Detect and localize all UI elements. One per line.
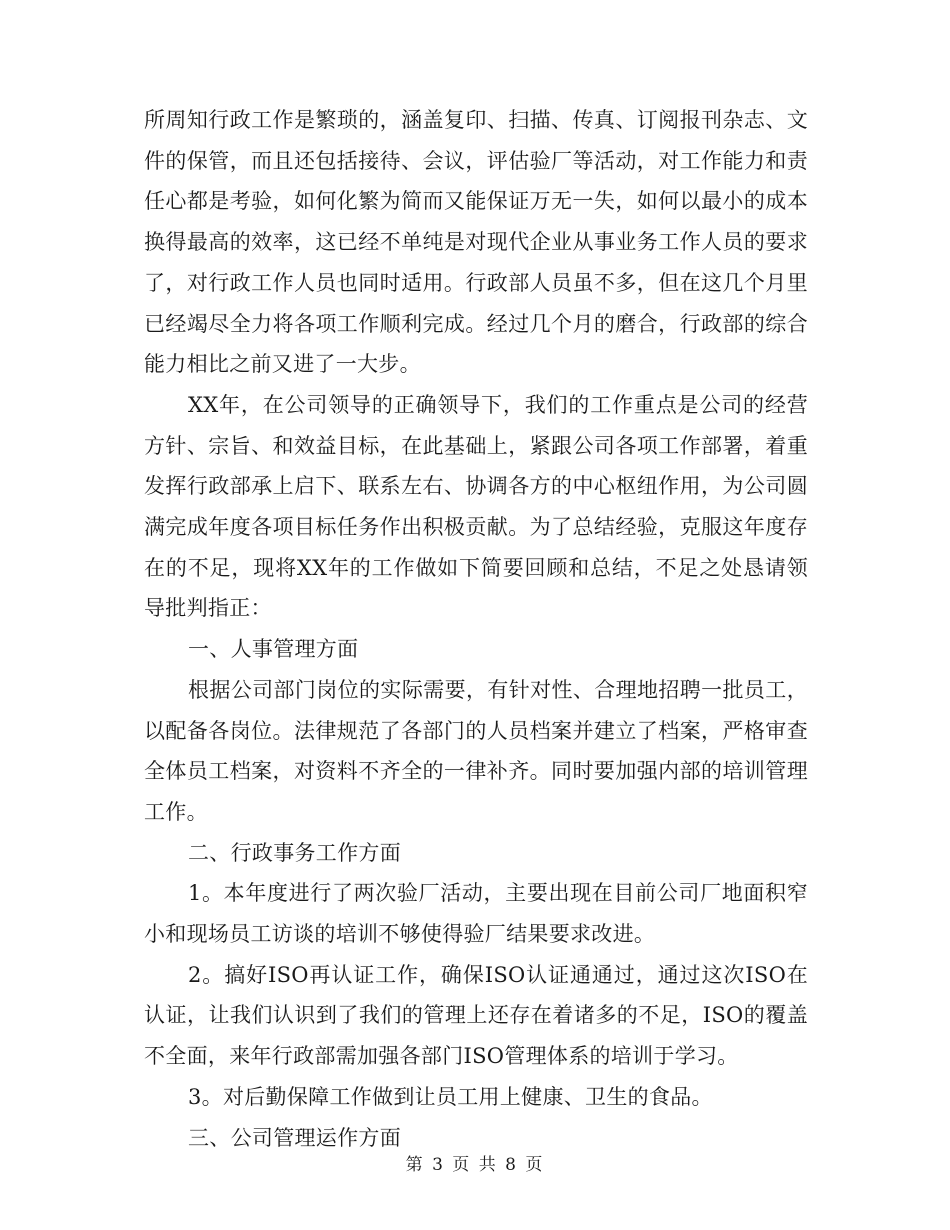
section-heading: 一、人事管理方面 bbox=[188, 637, 359, 662]
list-item: 1。本年度进行了两次验厂活动，主要出现在目前公司厂地面积窄小和现场员工访谈的培训不够使得验厂结果要求改进。 bbox=[144, 881, 808, 947]
paragraph: XX年，在公司领导的正确领导下，我们的工作重点是公司的经营方针、宗旨、和效益目标，在此基础上，紧跟公司各项工作部署，着重发挥行政部承上启下、联系左右、协调各方的中心枢纽作用，为公司圆满完成年度各项目标任务作出积极贡献。为了总结经验，克服这年度存在的不足，现将XX年的工作做如下简要回顾和总结，不足之处恳请领导批判指正： bbox=[144, 392, 808, 621]
section-heading: 三、公司管理运作方面 bbox=[188, 1125, 401, 1150]
paragraph: 根据公司部门岗位的实际需要，有针对性、合理地招聘一批员工，以配备各岗位。法律规范了各部门的人员档案并建立了档案，严格审查全体员工档案，对资料不齐全的一律补齐。同时要加强内部的培训管理工作。 bbox=[144, 677, 808, 824]
document-body bbox=[144, 100, 808, 1158]
list-item: 2。搞好ISO再认证工作，确保ISO认证通通过，通过这次ISO在认证，让我们认识到了我们的管理上还存在着诸多的不足，ISO的覆盖不全面，来年行政部需加强各部门ISO管理体系的培训于学习。 bbox=[144, 962, 808, 1069]
page-number-footer: 第 3 页 共 8 页 bbox=[405, 1155, 545, 1175]
list-item: 3。对后勤保障工作做到让员工用上健康、卫生的食品。 bbox=[188, 1084, 713, 1109]
paragraph: 所周知行政工作是繁琐的，涵盖复印、扫描、传真、订阅报刊杂志、文件的保管，而且还包括接待、会议，评估验厂等活动，对工作能力和责任心都是考验，如何化繁为简而又能保证万无一失，如何以最小的成本换得最高的效率，这已经不单纯是对现代企业从事业务工作人员的要求了，对行政工作人员也同时适用。行政部人员虽不多，但在这几个月里已经竭尽全力将各项工作顺利完成。经过几个月的磨合，行政部的综合能力相比之前又进了一大步。 bbox=[144, 108, 808, 377]
section-heading: 二、行政事务工作方面 bbox=[188, 840, 401, 865]
